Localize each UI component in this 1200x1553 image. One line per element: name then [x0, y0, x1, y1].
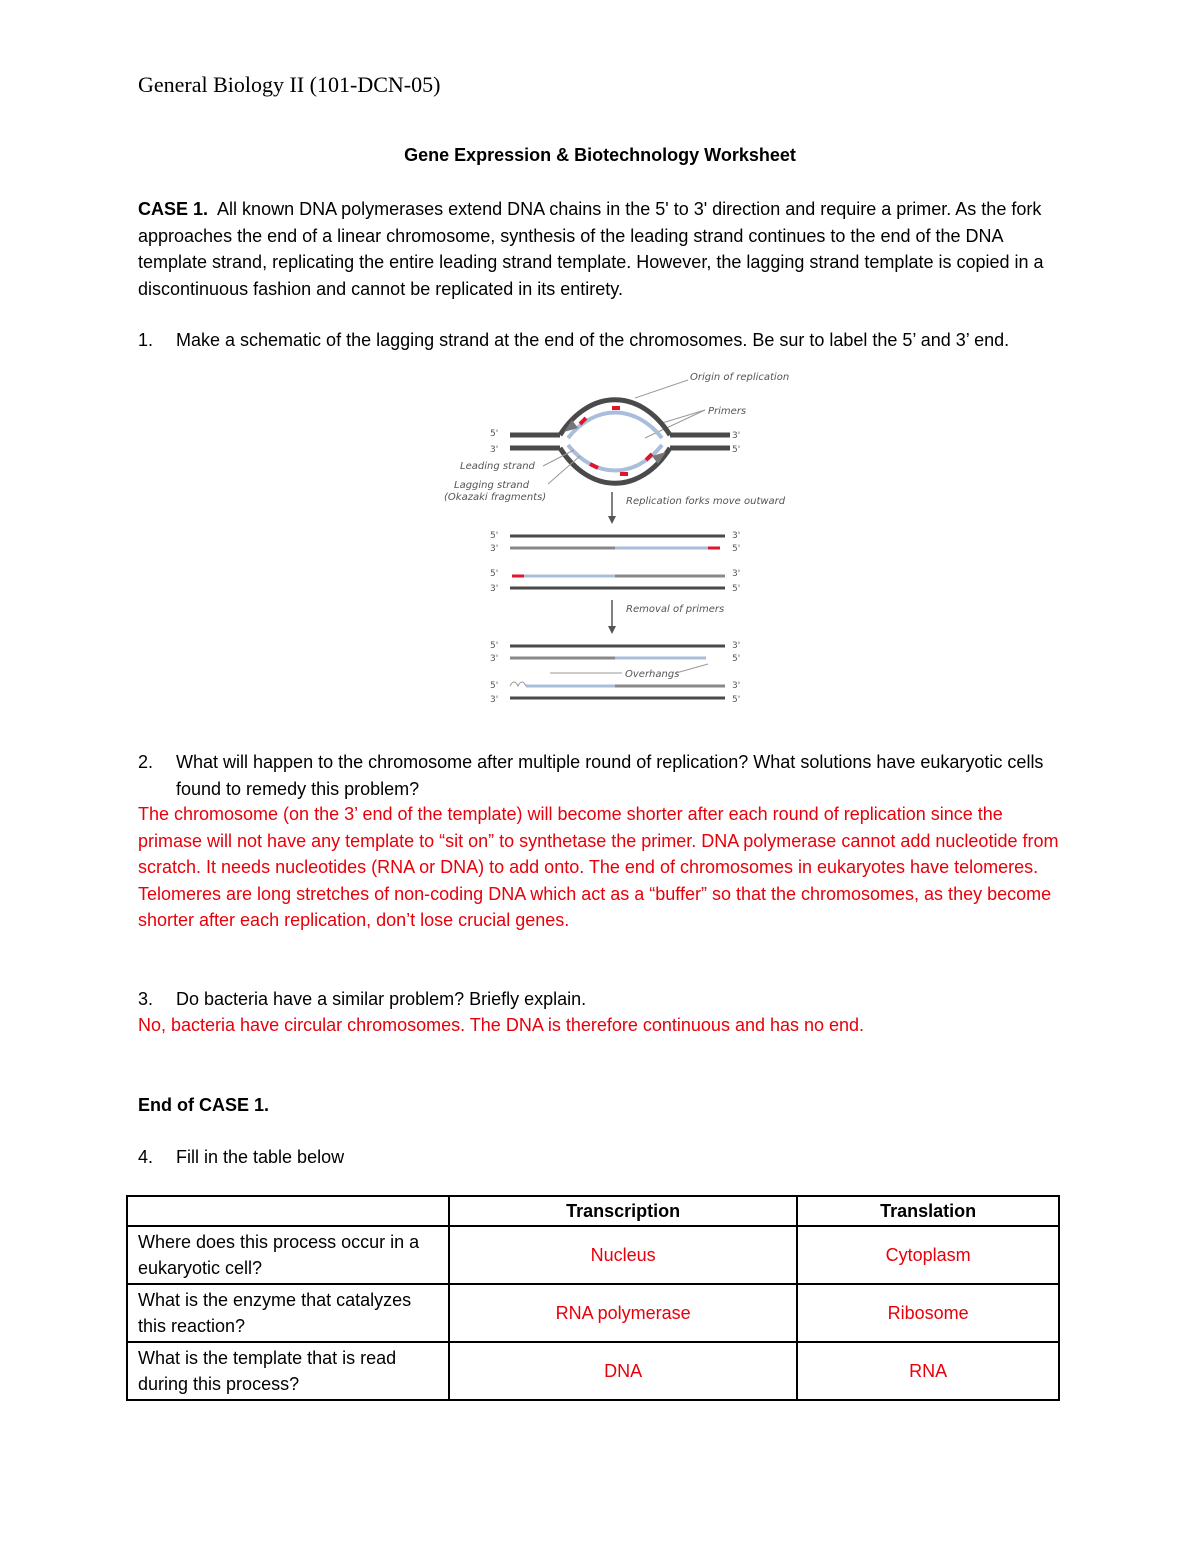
table-row — [127, 1284, 1059, 1342]
daughter-duplex-2 — [510, 576, 725, 588]
question-3 — [138, 986, 1063, 1013]
question-2 — [138, 749, 1063, 802]
row-question: What is the template that is read during this process? — [127, 1342, 449, 1400]
question-4 — [138, 1144, 1063, 1171]
three-prime-label: 3' — [490, 445, 499, 455]
origin-pointer — [635, 380, 688, 398]
svg-text:3': 3' — [732, 531, 741, 541]
question-text: Do bacteria have a similar problem? Briefly explain. — [176, 989, 587, 1009]
question-1 — [138, 327, 1063, 354]
question-text: What will happen to the chromosome after multiple round of replication? What solutions have eukaryotic cells found to remedy this problem? — [176, 752, 1044, 799]
question-text: Fill in the table below — [176, 1147, 345, 1167]
question-number: 2. — [138, 752, 154, 772]
case1-label: CASE 1. — [138, 199, 209, 219]
question-number: 3. — [138, 989, 154, 1009]
transcription-cell: Nucleus — [449, 1226, 797, 1284]
primer-mark — [646, 454, 652, 460]
primer-mark — [590, 464, 598, 468]
daughter-duplex-1 — [510, 536, 725, 548]
row-question: Where does this process occur in a eukaryotic cell? — [127, 1226, 449, 1284]
primers-pointer — [662, 410, 705, 423]
translation-cell: RNA — [797, 1342, 1059, 1400]
svg-text:5': 5' — [490, 569, 499, 579]
table-row — [127, 1342, 1059, 1400]
overhang-brace — [510, 682, 526, 686]
table-header-cell: Translation — [797, 1196, 1059, 1226]
svg-text:5': 5' — [490, 531, 499, 541]
table-row — [127, 1226, 1059, 1284]
svg-text:5': 5' — [490, 681, 499, 691]
table-header-cell — [127, 1196, 449, 1226]
five-prime-label: 5' — [732, 445, 741, 455]
three-prime-label: 3' — [732, 431, 741, 441]
final-duplex-2 — [510, 686, 725, 698]
forks-label: Replication forks move outward — [626, 496, 786, 507]
replication-diagram — [440, 368, 790, 713]
svg-text:3': 3' — [490, 654, 499, 664]
overhangs-label: Overhangs — [625, 669, 680, 680]
origin-label: Origin of replication — [690, 372, 790, 383]
arrow-head — [608, 626, 616, 634]
case1-text: All known DNA polymerases extend DNA chains in the 5' to 3' direction and require a primer. As the fork approaches the end of a linear chromosome, synthesis of the leading strand continues to the end of the DNA template strand, replicating the entire leading strand template. However, the lagging strand template is copied in a discontinuous fashion and cannot be replicated in its entirety. — [138, 199, 1044, 299]
transcription-cell: DNA — [449, 1342, 797, 1400]
svg-text:5': 5' — [732, 695, 741, 705]
question-text: Make a schematic of the lagging strand at the end of the chromosomes. Be sur to label the 5’ and 3’ end. — [176, 330, 1010, 350]
question-number: 4. — [138, 1147, 154, 1167]
svg-text:3': 3' — [490, 544, 499, 554]
answer-2: The chromosome (on the 3’ end of the template) will become shorter after each round of replication since the primase will not have any template to “sit on” to synthetase the primer. DNA polymerase cannot add nucleotide from scratch. It needs nucleotides (RNA or DNA) to add onto. The end of chromosomes in eukaryotes have telomeres. Telomeres are long stretches of non-coding DNA which act as a “buffer” so that the chromosomes, as they become shorter after each replication, don’t lose crucial genes. — [138, 804, 1059, 930]
lagging-pointer — [548, 456, 580, 484]
svg-text:5': 5' — [490, 641, 499, 651]
removal-label: Removal of primers — [626, 604, 725, 615]
arrow-head — [608, 516, 616, 524]
five-prime-label: 5' — [490, 429, 499, 439]
svg-text:5': 5' — [732, 544, 741, 554]
case1-paragraph — [138, 196, 1063, 302]
process-table — [126, 1195, 1060, 1401]
leading-strand-label: Leading strand — [460, 461, 535, 472]
table-header-row — [127, 1196, 1059, 1226]
okazaki-label: (Okazaki fragments) — [444, 492, 547, 503]
course-header: General Biology II (101-DCN-05) — [138, 72, 441, 97]
translation-cell: Cytoplasm — [797, 1226, 1059, 1284]
row-question: What is the enzyme that catalyzes this reaction? — [127, 1284, 449, 1342]
table-header-cell: Transcription — [449, 1196, 797, 1226]
svg-text:3': 3' — [490, 584, 499, 594]
svg-text:3': 3' — [490, 695, 499, 705]
lagging-strand-label: Lagging strand — [454, 480, 530, 491]
translation-cell: Ribosome — [797, 1284, 1059, 1342]
question-number: 1. — [138, 330, 154, 350]
svg-text:3': 3' — [732, 569, 741, 579]
primers-label: Primers — [708, 406, 747, 417]
svg-text:5': 5' — [732, 654, 741, 664]
answer-3: No, bacteria have circular chromosomes. The DNA is therefore continuous and has no end. — [138, 1015, 865, 1035]
end-case-label: End of CASE 1. — [138, 1095, 270, 1115]
svg-text:5': 5' — [732, 584, 741, 594]
worksheet-title: Gene Expression & Biotechnology Worksheet — [404, 145, 796, 165]
bubble-top-new — [568, 413, 662, 439]
final-duplex-1 — [510, 646, 725, 658]
transcription-cell: RNA polymerase — [449, 1284, 797, 1342]
svg-text:3': 3' — [732, 681, 741, 691]
svg-text:3': 3' — [732, 641, 741, 651]
